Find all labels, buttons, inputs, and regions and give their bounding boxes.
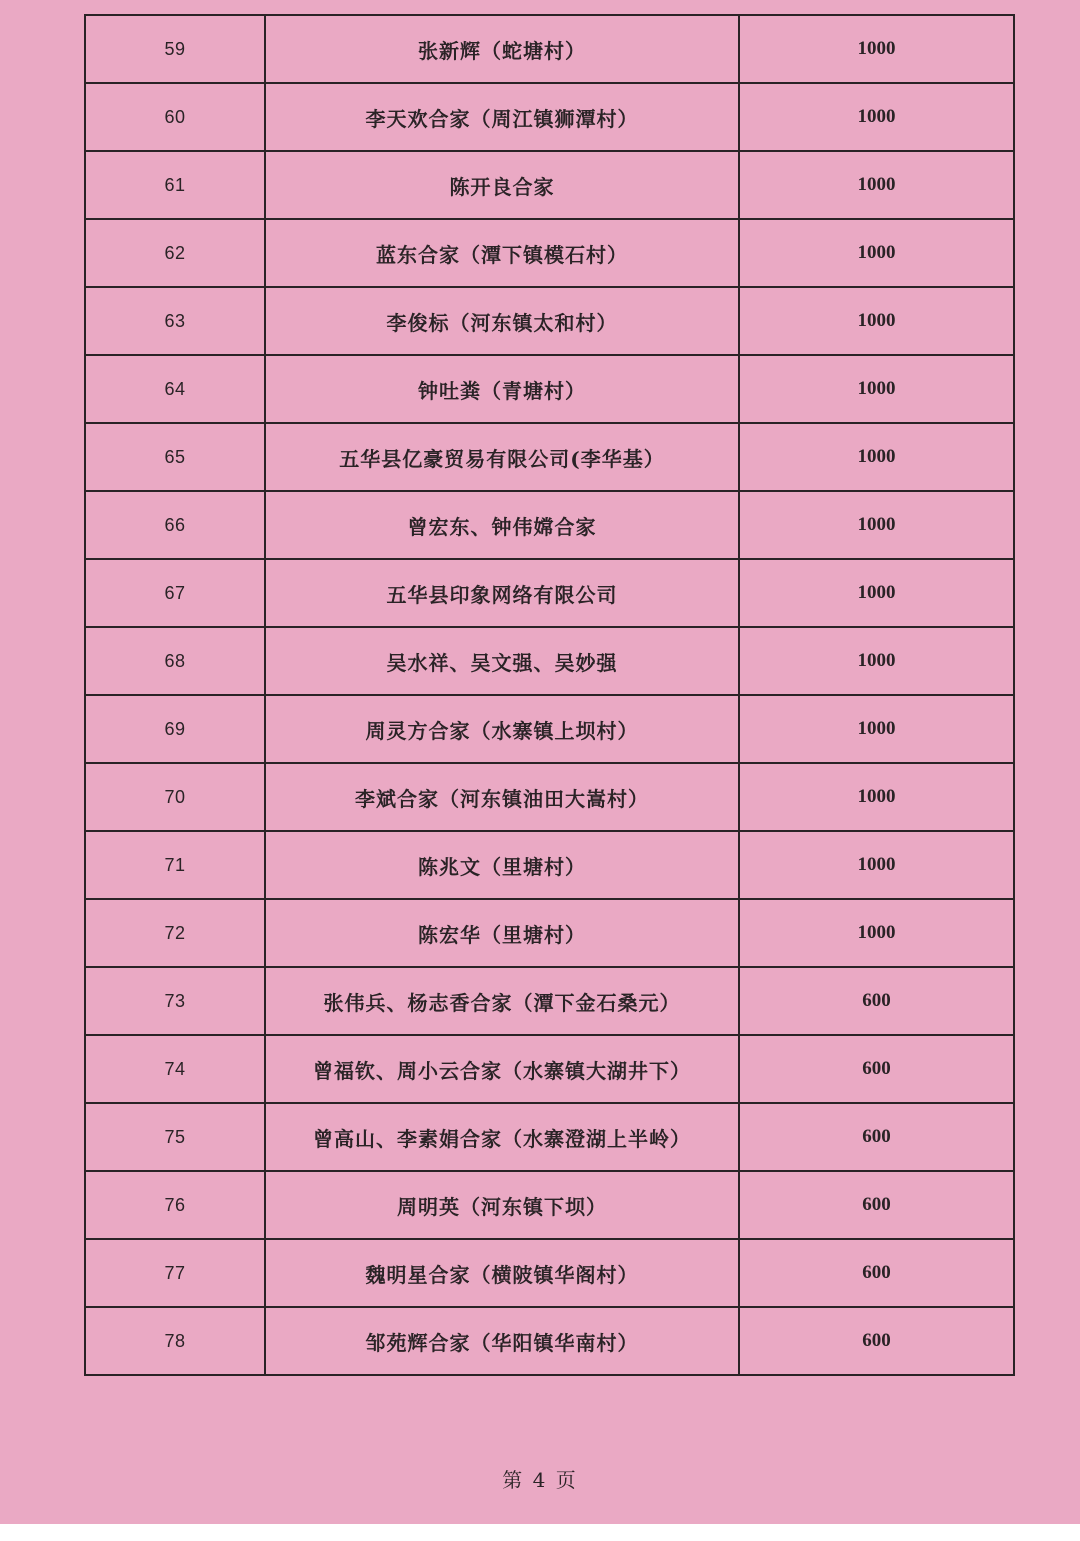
table-row <box>85 899 1014 967</box>
row-number: 62 <box>85 219 265 287</box>
row-number: 65 <box>85 423 265 491</box>
donor-name: 李天欢合家（周江镇狮潭村） <box>265 83 739 151</box>
donor-name: 陈兆文（里塘村） <box>265 831 739 899</box>
donor-name: 周明英（河东镇下坝） <box>265 1171 739 1239</box>
donor-name: 魏明星合家（横陂镇华阁村） <box>265 1239 739 1307</box>
donation-amount: 1000 <box>739 559 1014 627</box>
donation-amount: 1000 <box>739 763 1014 831</box>
donor-name: 曾福钦、周小云合家（水寨镇大湖井下） <box>265 1035 739 1103</box>
table-row <box>85 967 1014 1035</box>
donation-amount: 600 <box>739 1239 1014 1307</box>
table-row <box>85 559 1014 627</box>
donation-amount: 600 <box>739 967 1014 1035</box>
table-row <box>85 1103 1014 1171</box>
table-row <box>85 763 1014 831</box>
donation-amount: 1000 <box>739 423 1014 491</box>
table-row <box>85 831 1014 899</box>
table-row <box>85 1239 1014 1307</box>
donor-name: 周灵方合家（水寨镇上坝村） <box>265 695 739 763</box>
table-row <box>85 219 1014 287</box>
table-row <box>85 1171 1014 1239</box>
donation-amount: 1000 <box>739 627 1014 695</box>
donation-amount: 1000 <box>739 151 1014 219</box>
row-number: 76 <box>85 1171 265 1239</box>
table-row <box>85 83 1014 151</box>
table-row <box>85 695 1014 763</box>
donor-name: 蓝东合家（潭下镇模石村） <box>265 219 739 287</box>
row-number: 61 <box>85 151 265 219</box>
row-number: 67 <box>85 559 265 627</box>
table-body <box>85 15 1014 1375</box>
donor-name: 张新辉（蛇塘村） <box>265 15 739 83</box>
row-number: 75 <box>85 1103 265 1171</box>
table-row <box>85 287 1014 355</box>
row-number: 68 <box>85 627 265 695</box>
donor-name: 五华县印象网络有限公司 <box>265 559 739 627</box>
table-row <box>85 491 1014 559</box>
row-number: 66 <box>85 491 265 559</box>
table-row <box>85 1307 1014 1375</box>
donation-amount: 600 <box>739 1103 1014 1171</box>
donation-amount: 1000 <box>739 287 1014 355</box>
row-number: 63 <box>85 287 265 355</box>
row-number: 74 <box>85 1035 265 1103</box>
table-row <box>85 151 1014 219</box>
donor-name: 陈开良合家 <box>265 151 739 219</box>
table-row <box>85 423 1014 491</box>
donation-amount: 1000 <box>739 15 1014 83</box>
donor-name: 曾宏东、钟伟嫦合家 <box>265 491 739 559</box>
table-row <box>85 627 1014 695</box>
row-number: 59 <box>85 15 265 83</box>
donor-name: 李俊标（河东镇太和村） <box>265 287 739 355</box>
donation-amount: 1000 <box>739 831 1014 899</box>
row-number: 69 <box>85 695 265 763</box>
donor-name: 李斌合家（河东镇油田大嵩村） <box>265 763 739 831</box>
donation-amount: 1000 <box>739 899 1014 967</box>
donation-amount: 1000 <box>739 695 1014 763</box>
row-number: 78 <box>85 1307 265 1375</box>
table-row <box>85 15 1014 83</box>
donation-amount: 1000 <box>739 355 1014 423</box>
donation-amount: 600 <box>739 1035 1014 1103</box>
row-number: 70 <box>85 763 265 831</box>
donor-name: 张伟兵、杨志香合家（潭下金石桑元） <box>265 967 739 1035</box>
row-number: 71 <box>85 831 265 899</box>
donor-name: 五华县亿豪贸易有限公司(李华基） <box>265 423 739 491</box>
table-row <box>85 355 1014 423</box>
donation-table <box>84 14 1015 1376</box>
row-number: 60 <box>85 83 265 151</box>
row-number: 77 <box>85 1239 265 1307</box>
donation-amount: 1000 <box>739 219 1014 287</box>
page-number: 第 4 页 <box>502 1468 578 1492</box>
donation-amount: 600 <box>739 1307 1014 1375</box>
row-number: 72 <box>85 899 265 967</box>
donation-amount: 1000 <box>739 83 1014 151</box>
table-row <box>85 1035 1014 1103</box>
donor-name: 曾高山、李素娟合家（水寨澄湖上半岭） <box>265 1103 739 1171</box>
donor-name: 邹苑辉合家（华阳镇华南村） <box>265 1307 739 1375</box>
donation-amount: 1000 <box>739 491 1014 559</box>
donor-name: 陈宏华（里塘村） <box>265 899 739 967</box>
donor-name: 钟吐粪（青塘村） <box>265 355 739 423</box>
donation-amount: 600 <box>739 1171 1014 1239</box>
donor-name: 吴水祥、吴文强、吴妙强 <box>265 627 739 695</box>
row-number: 64 <box>85 355 265 423</box>
row-number: 73 <box>85 967 265 1035</box>
